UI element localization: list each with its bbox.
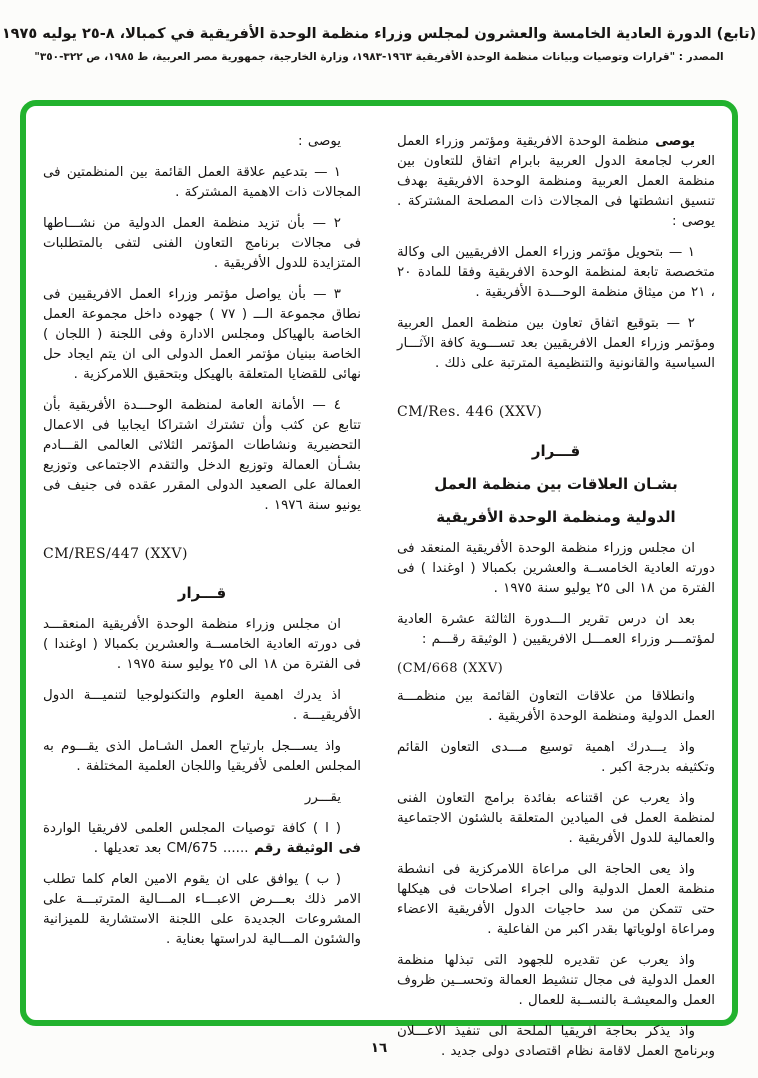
paragraph <box>397 539 715 599</box>
paragraph <box>43 788 361 808</box>
column-left <box>43 132 361 1020</box>
text-run: واذ يذكر بحاجة افريقيا الملحة الى تنفيذ الاعـــلان وبرنامج العمل لاقامة نظام اقتصادى دولى جديد . <box>397 1024 715 1059</box>
paragraph <box>43 214 361 274</box>
paragraph <box>43 285 361 385</box>
paragraph <box>397 951 715 1011</box>
page-header <box>0 0 758 100</box>
text-run: قـــرار <box>177 584 227 602</box>
source-citation: المصدر : "قرارات وتوصيات وبيانات منظمة الوحدة الأفريقية ١٩٦٣-١٩٨٣، وزارة الخارجية، جمهورية مصر العربية، ط ١٩٨٥، ص ٣٢٢-٣٥٠" <box>34 51 724 63</box>
text-run: قـــرار <box>531 442 581 460</box>
text-run: واذ يســـجل بارتياح العمل الشـامل الذى يقـــوم به المجلس العلمى لأفريقيا واللجان العلمية المختلفة . <box>43 739 361 774</box>
text-run: الدولية ومنظمة الوحدة الأفريقية <box>436 508 676 526</box>
text-run: ٢ — بتوقيع اتفاق تعاون بين منظمة العمل العربية ومؤتمر وزراء العمل الافريقيين بعد تســـوية كافة الآثـــار السياسية والقانونية والتنظيمية المترتبة على ذلك . <box>397 316 715 371</box>
paragraph <box>397 314 715 374</box>
document-reference <box>43 546 361 562</box>
document-reference <box>397 404 715 420</box>
paragraph <box>397 860 715 940</box>
resolution-heading <box>397 440 715 463</box>
session-title: (تابع) الدورة العادية الخامسة والعشرون لمجلس وزراء منظمة الوحدة الأفريقية في كمبالا، ٨-٢٥ يوليه ١٩٧٥ <box>1 26 757 42</box>
text-run: ان مجلس وزراء منظمة الوحدة الأفريقية المنعقد فى دورته العادية الخامســة والعشرين بكمبالا ( اوغندا ) فى الفترة من ١٨ الى ٢٥ يوليو سنة ١٩٧٥ . <box>397 541 715 596</box>
text-run: واذ يـــدرك اهمية توسيع مـــدى التعاون القائم وتكثيفه بدرجة اكبر . <box>397 740 715 775</box>
paragraph <box>397 243 715 303</box>
text-run: ٢ — بأن تزيد منظمة العمل الدولية من نشـــاطها فى مجالات برنامج التعاون الفنى لتفى بالمتطلبات المتزايدة للدول الأفريقية . <box>43 216 361 271</box>
paragraph <box>43 396 361 516</box>
text-run: ( ب ) يوافق على ان يقوم الامين العام كلما تطلب الامر ذلك بعـــرض الاعبـــاء المـــالية المترتبـــة على المشروعات الجديدة على اللجنة الاستشارية للميزانية والشئون المـــالية لدراستها بعناية . <box>43 872 361 947</box>
text-run: CM/Res. 446 (XXV) <box>397 404 543 420</box>
resolution-heading <box>397 506 715 529</box>
bold-text-run: يوصى <box>648 134 695 149</box>
paragraph <box>397 738 715 778</box>
paragraph <box>43 819 361 859</box>
paragraph <box>397 132 715 232</box>
paragraph <box>397 687 715 727</box>
text-run: بشـان العلاقات بين منظمة العمل <box>434 475 678 493</box>
paragraph <box>43 163 361 203</box>
resolution-heading <box>397 473 715 496</box>
paragraph <box>397 1022 715 1062</box>
text-run: ١ — بتدعيم علاقة العمل القائمة بين المنظمتين فى المجالات ذات الاهمية المشتركة . <box>43 165 361 200</box>
text-run: واذ يعرب عن اقتناعه بفائدة برامج التعاون الفنى لمنظمة العمل فى الميادين المتعلقة بالشئون الاجتماعية والعمالية للدول الأفريقية . <box>397 791 715 846</box>
text-run: منظمة الوحدة الافريقية ومؤتمر وزراء العمل العرب لجامعة الدول العربية بابرام اتفاق للتعاون بين منظمة العمل العربية ومنظمة الوحدة الافريقية بهدف تنسيق انشطتها فى المجالات ذات المصلحة المشتركة . يوصى : <box>397 134 715 229</box>
text-run: ( ا ) كافة توصيات المجلس العلمى لافريقيا الواردة <box>43 821 341 836</box>
paragraph <box>43 737 361 777</box>
text-run: يوصى : <box>298 134 341 149</box>
paragraph <box>397 610 715 650</box>
text-run: يقـــرر <box>304 790 341 805</box>
paragraph <box>397 789 715 849</box>
document-reference <box>397 661 715 676</box>
paragraph <box>43 870 361 950</box>
paragraph <box>43 686 361 726</box>
page-number: ١٦ <box>370 1040 388 1056</box>
text-run: ٣ — بأن يواصل مؤتمر وزراء العمل الافريقيين فى نطاق مجموعة الـــ ( ٧٧ ) جهوده داخل مجموعة العمل الخاصة بالهياكل ومجلس الادارة وفى اللجنة ( اللجان ) الخاصة ببنيان مؤتمر العمل الدولى الى ان يتم ايجاد حل نهائى للقضايا المتعلقة بالهيكل وبتحقيق اللامركزية . <box>43 287 361 382</box>
text-run: واذ يعرب عن تقديره للجهود التى تبذلها منظمة العمل الدولية فى مجال تنشيط العمالة وتحســين ظروف العمل والمعيشـة بالنســبة للعمال . <box>397 953 715 1008</box>
text-run: ٤ — الأمانة العامة لمنظمة الوحـــدة الأفريقية بأن تتابع عن كثب وأن تشترك اشتراكا ايجابيا فى الاعمال التحضيرية ونشاطات المؤتمر الثلاثى العالمى القـــادم بشـأن العمالة وتوزيع الدخل والتقدم الاجتماعى وتوزيع العمالة على الصعيد الدولى المقرر عقده فى جنيف فى يونيو سنة ١٩٧٦ . <box>43 398 361 513</box>
text-run: ان مجلس وزراء منظمة الوحدة الأفريقية المنعقـــد فى دورته العادية الخامســة والعشرين بكمبالا ( اوغندا ) فى الفترة من ١٨ الى ٢٥ يوليو سنة ١٩٧٥ . <box>43 617 361 672</box>
paragraph <box>43 132 361 152</box>
text-run: CM/RES/447 (XXV) <box>43 546 188 562</box>
text-run: وانطلاقا من علاقات التعاون القائمة بين منظمـــة العمل الدولية ومنظمة الوحدة الأفريقية . <box>397 689 715 724</box>
text-run: ١ — بتحويل مؤتمر وزراء العمل الافريقيين الى وكالة متخصصة تابعة لمنظمة الوحدة الافريقية وفقا للمادة ٢٠ ، ٢١ من ميثاق منظمة الوحـــدة الأفريقية . <box>397 245 715 300</box>
text-run: ...... CM/675 بعد تعديلها . <box>93 841 249 856</box>
text-run: (CM/668 (XXV) <box>397 661 504 676</box>
text-run: بعد ان درس تقرير الـــدورة الثالثة عشرة العادية لمؤتمـــر وزراء العمـــل الافريقيين ( الوثيقة رقـــم : <box>397 612 715 647</box>
resolution-heading <box>43 582 361 605</box>
column-right <box>397 132 715 1059</box>
paragraph <box>43 615 361 675</box>
text-run: اذ يدرك اهمية العلوم والتكنولوجيا لتنميـــة الدول الأفريقيـــة . <box>43 688 361 723</box>
text-run: واذ يعى الحاجة الى مراعاة اللامركزية فى انشطة منظمة العمل الدولية والى اجراء اصلاحات فى هيكلها حتى تتمكن من سد حاجيات الدول الأفريقية الاعضاء ومراعاة اولوياتها بقدر اكبر من الفاعلية . <box>397 862 715 937</box>
bold-text-run: فى الوثيقة رقم <box>248 841 361 856</box>
